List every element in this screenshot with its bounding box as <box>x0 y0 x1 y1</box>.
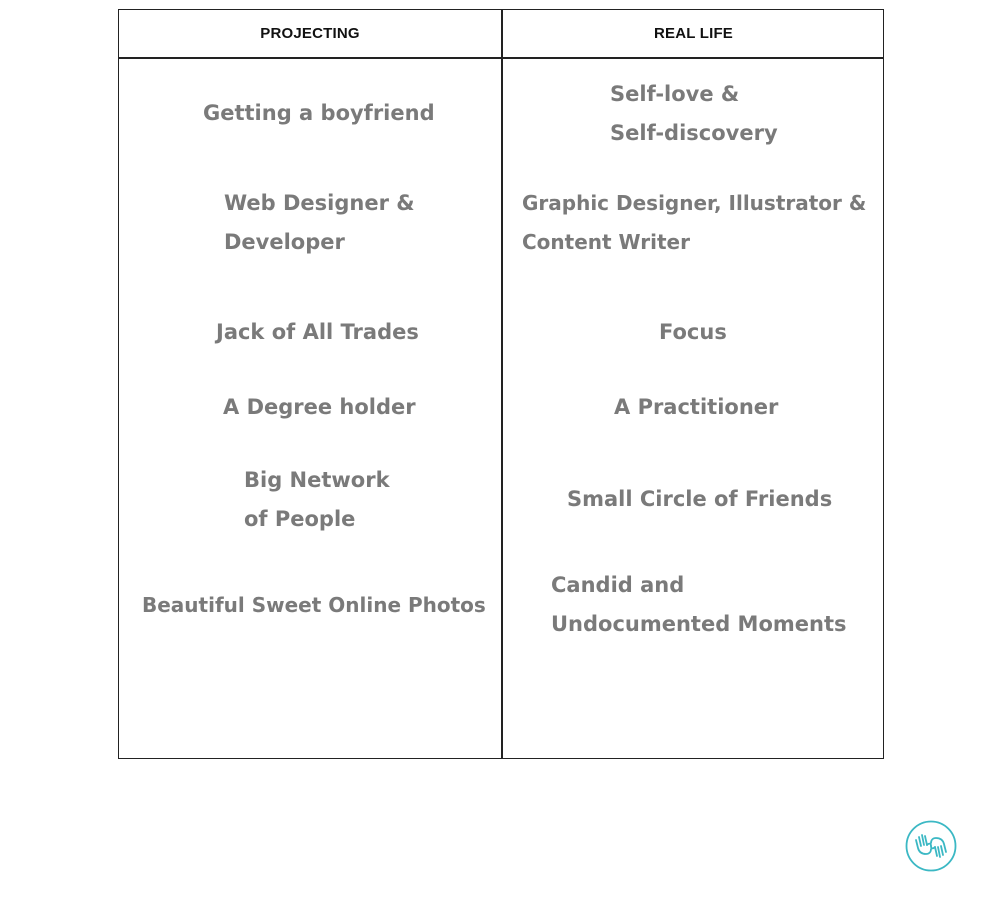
projecting-cell-1 <box>203 94 435 133</box>
projecting-cell-2 <box>224 184 415 262</box>
header-projecting: PROJECTING <box>260 25 360 42</box>
real-life-cell-3 <box>659 313 727 352</box>
projecting-text: A Degree holder <box>223 395 416 419</box>
projecting-text: Web Designer & <box>224 191 415 215</box>
real-life-text: Graphic Designer, Illustrator & <box>522 191 867 215</box>
real-life-text: A Practitioner <box>614 395 779 419</box>
projecting-text: Getting a boyfriend <box>203 101 435 125</box>
header-real-life: REAL LIFE <box>653 25 734 42</box>
real-life-text: Undocumented Moments <box>551 612 847 636</box>
real-life-cell-5 <box>567 480 832 519</box>
real-life-text: Focus <box>659 320 727 344</box>
real-life-text: Content Writer <box>522 230 690 254</box>
projecting-cell-6 <box>142 586 486 625</box>
real-life-cell-4 <box>614 388 778 427</box>
real-life-cell-1 <box>610 75 778 153</box>
projecting-cell-5 <box>244 461 390 539</box>
hands-circle-icon <box>905 820 957 872</box>
real-life-cell-2 <box>522 184 866 262</box>
column-divider <box>501 10 503 758</box>
projecting-cell-3 <box>216 313 419 352</box>
real-life-cell-6 <box>551 566 847 644</box>
real-life-text: Candid and <box>551 573 685 597</box>
projecting-cell-4 <box>223 388 416 427</box>
projecting-text: of People <box>244 507 356 531</box>
comparison-table <box>118 9 884 759</box>
real-life-text: Self-discovery <box>610 121 778 145</box>
real-life-text: Self-love & <box>610 82 740 106</box>
projecting-text: Beautiful Sweet Online Photos <box>142 593 486 617</box>
projecting-text: Big Network <box>244 468 390 492</box>
real-life-text: Small Circle of Friends <box>567 487 833 511</box>
projecting-text: Jack of All Trades <box>216 320 419 344</box>
header-divider <box>119 57 883 59</box>
projecting-text: Developer <box>224 230 345 254</box>
